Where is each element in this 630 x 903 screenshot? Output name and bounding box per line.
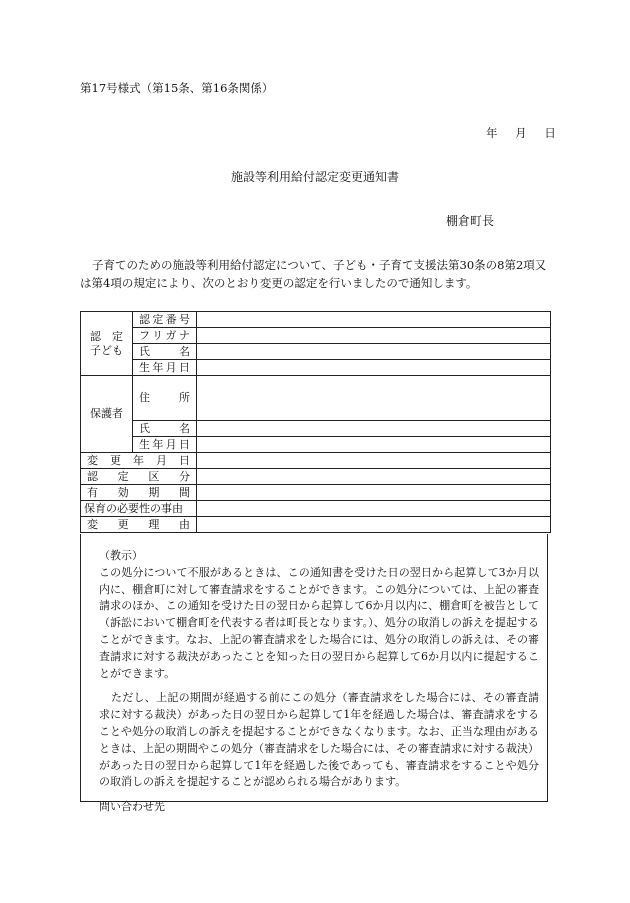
cert-number-field[interactable] (197, 312, 551, 328)
child-section-label (81, 312, 133, 376)
child-name-field[interactable] (197, 344, 551, 360)
guardian-name-label: 氏 名 (133, 421, 197, 437)
child-label-line1: 認 定 (90, 329, 123, 343)
guardian-birthdate-field[interactable] (197, 437, 551, 453)
contact-label: 問い合わせ先 (99, 800, 165, 814)
table-row (81, 312, 551, 328)
table-row (81, 421, 551, 437)
form-number: 第17号様式（第15条、第16条関係） (80, 81, 274, 95)
care-reason-label: 保育の必要性の事由 (81, 501, 197, 517)
table-row (81, 360, 551, 376)
table-row (81, 376, 551, 421)
child-birthdate-label: 生年月日 (133, 360, 197, 376)
cert-category-label: 認定区分 (81, 469, 197, 485)
change-reason-label: 変更理由 (81, 517, 197, 533)
valid-period-field[interactable] (197, 485, 551, 501)
notice-paragraph-1: この処分について不服があるときは、この通知書を受けた日の翌日から起算して3か月以内に、棚倉町に対して審査請求をすることができます。この処分については、上記の審査請求のほか、この通知を受けた日の翌日から起算して6か月以内に、棚倉町を被告として（訴訟において棚倉町を代表する者は町長となります。）、処分の取消しの訴えを提起することができます。なお、上記の審査請求をした場合には、処分の取消しの訴えは、その審査請求に対する裁決があったことを知った日の翌日から起算して6か月以内に提起することができます。 (99, 565, 539, 680)
guardian-name-field[interactable] (197, 421, 551, 437)
table-row (81, 469, 551, 485)
guardian-section-label: 保護者 (81, 376, 133, 453)
table-row (81, 517, 551, 533)
table-row (81, 501, 551, 517)
certification-table (80, 311, 551, 533)
document-title: 施設等利用給付認定変更通知書 (230, 170, 399, 184)
guardian-birthdate-label: 生年月日 (133, 437, 197, 453)
furigana-field[interactable] (197, 328, 551, 344)
appeal-notice-box (80, 534, 548, 814)
cert-number-label: 認定番号 (133, 312, 197, 328)
date-month-label: 月 (515, 126, 527, 140)
date-year-label: 年 (486, 126, 498, 140)
change-reason-field[interactable] (197, 517, 551, 533)
date-day-label: 日 (544, 126, 556, 140)
valid-period-label: 有効期間 (81, 485, 197, 501)
table-row (81, 344, 551, 360)
change-date-field[interactable] (197, 453, 551, 469)
table-row (81, 437, 551, 453)
change-date-label: 変更年月日 (81, 453, 197, 469)
care-reason-field[interactable] (197, 501, 551, 517)
notice-heading: （教示） (99, 549, 143, 562)
furigana-label: フリガナ (133, 328, 197, 344)
table-row (81, 328, 551, 344)
table-row (81, 485, 551, 501)
intro-paragraph: 子育てのための施設等利用給付認定について、子ども・子育て支援法第30条の8第2項又は第4項の規定により、次のとおり変更の認定を行いましたので通知します。 (80, 258, 547, 290)
child-name-label: 氏 名 (133, 344, 197, 360)
table-row (81, 453, 551, 469)
issuer-name: 棚倉町長 (446, 214, 495, 228)
date-line (486, 125, 556, 141)
cert-category-field[interactable] (197, 469, 551, 485)
address-label: 住 所 (133, 376, 197, 421)
child-label-line2: 子ども (90, 343, 123, 357)
address-field[interactable] (197, 376, 551, 421)
notice-paragraph-2: ただし、上記の期間が経過する前にこの処分（審査請求をした場合には、その審査請求に対する裁決）があった日の翌日から起算して1年を経過した場合は、審査請求をすることや処分の取消しの訴えを提起することができなくなります。なお、正当な理由があるときは、上記の期間やこの処分（審査請求をした場合には、その審査請求に対する裁決）があった日の翌日から起算して1年を経過した後であっても、審査請求をすることや処分の取消しの訴えを提起することが認められる場合があります。 (99, 691, 539, 789)
child-birthdate-field[interactable] (197, 360, 551, 376)
